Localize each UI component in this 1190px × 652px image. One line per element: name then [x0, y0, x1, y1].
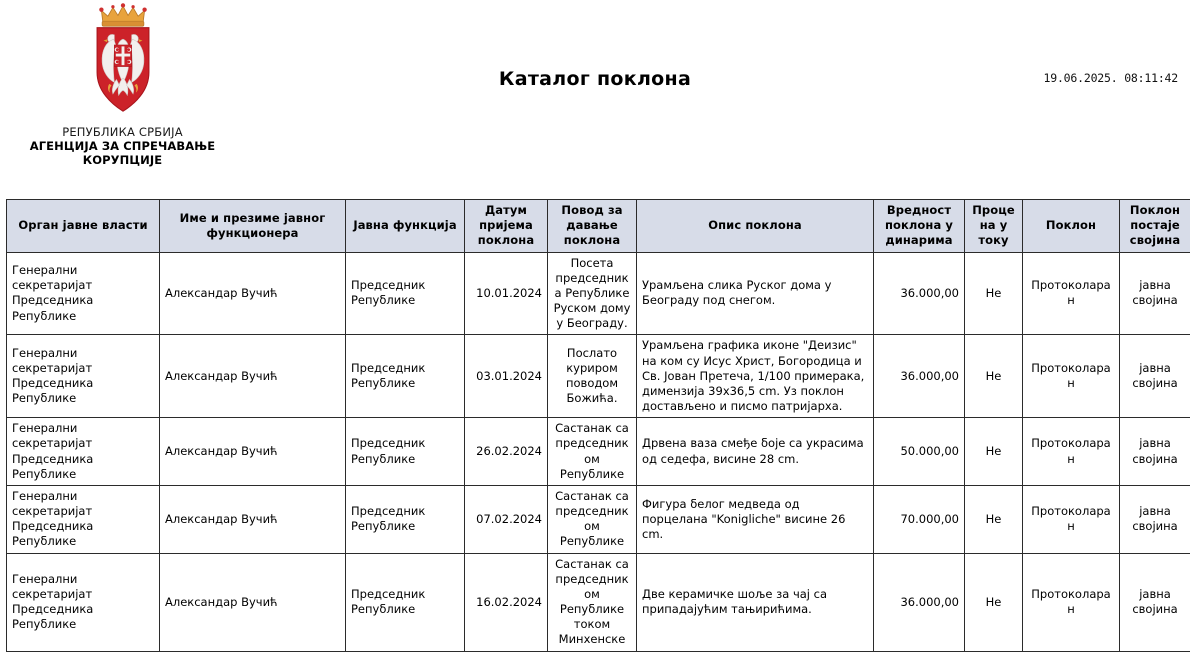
- cell-function: Председник Републике: [346, 418, 465, 486]
- column-header-organ: Орган јавне власти: [7, 200, 160, 253]
- cell-description: Две керамичке шоље за чај са припадајућим тањирићима.: [637, 553, 874, 651]
- cell-name: Александар Вучић: [160, 485, 346, 553]
- cell-estimate: Не: [965, 553, 1023, 651]
- cell-estimate: Не: [965, 485, 1023, 553]
- cell-occasion: Посета председника Републике Руском дому у Београду.: [548, 252, 637, 335]
- cell-gift: Протоколаран: [1023, 485, 1120, 553]
- cell-date: 07.02.2024: [465, 485, 548, 553]
- cell-value: 36.000,00: [874, 335, 965, 418]
- page-header: [0, 0, 1190, 195]
- column-header-description: Опис поклона: [637, 200, 874, 253]
- cell-organ: Генерални секретаријат Председника Републике: [7, 335, 160, 418]
- column-header-name: Име и презиме јавног функционера: [160, 200, 346, 253]
- column-header-function: Јавна функција: [346, 200, 465, 253]
- serbian-coat-of-arms-icon: [87, 3, 159, 115]
- table-row: [7, 553, 1190, 651]
- cell-estimate: Не: [965, 418, 1023, 486]
- cell-name: Александар Вучић: [160, 335, 346, 418]
- cell-function: Председник Републике: [346, 252, 465, 335]
- cell-organ: Генерални секретаријат Председника Републике: [7, 418, 160, 486]
- cell-date: 03.01.2024: [465, 335, 548, 418]
- organization-line-agency-1: АГЕНЦИЈА ЗА СПРЕЧАВАЊЕ: [0, 139, 245, 153]
- cell-date: 10.01.2024: [465, 252, 548, 335]
- cell-date: 16.02.2024: [465, 553, 548, 651]
- cell-property: јавна својина: [1120, 553, 1190, 651]
- cell-estimate: Не: [965, 252, 1023, 335]
- cell-function: Председник Републике: [346, 335, 465, 418]
- column-header-estimate: Процена у току: [965, 200, 1023, 253]
- column-header-property: Поклон постаје својина: [1120, 200, 1190, 253]
- cell-organ: Генерални секретаријат Председника Републике: [7, 553, 160, 651]
- cell-organ: Генерални секретаријат Председника Републике: [7, 485, 160, 553]
- cell-name: Александар Вучић: [160, 553, 346, 651]
- cell-value: 36.000,00: [874, 252, 965, 335]
- cell-occasion: Састанак са председником Републике током Минхенске: [548, 553, 637, 651]
- cell-date: 26.02.2024: [465, 418, 548, 486]
- cell-gift: Протоколаран: [1023, 553, 1120, 651]
- column-header-date: Датум пријема поклона: [465, 200, 548, 253]
- gift-catalog-table-container: [6, 199, 1184, 652]
- column-header-gift: Поклон: [1023, 200, 1120, 253]
- table-row: [7, 485, 1190, 553]
- cell-function: Председник Републике: [346, 553, 465, 651]
- cell-gift: Протоколаран: [1023, 418, 1120, 486]
- cell-value: 50.000,00: [874, 418, 965, 486]
- cell-name: Александар Вучић: [160, 252, 346, 335]
- cell-name: Александар Вучић: [160, 418, 346, 486]
- cell-property: јавна својина: [1120, 252, 1190, 335]
- cell-value: 36.000,00: [874, 553, 965, 651]
- cell-occasion: Састанак са председником Републике: [548, 485, 637, 553]
- cell-description: Дрвена ваза смеђе боје са украсима од седефа, висине 28 cm.: [637, 418, 874, 486]
- table-body: [7, 252, 1190, 651]
- organization-line-country: РЕПУБЛИКА СРБИЈА: [0, 125, 245, 139]
- cell-occasion: Послато куриром поводом Божића.: [548, 335, 637, 418]
- column-header-occasion: Повод за давање поклона: [548, 200, 637, 253]
- organization-name: [0, 125, 245, 167]
- organization-line-agency-2: КОРУПЦИЈЕ: [0, 153, 245, 167]
- column-header-value: Вредност поклона у динарима: [874, 200, 965, 253]
- cell-organ: Генерални секретаријат Председника Републике: [7, 252, 160, 335]
- cell-property: јавна својина: [1120, 335, 1190, 418]
- cell-description: Фигура белог медведа од порцелана "Konigliche" висине 26 cm.: [637, 485, 874, 553]
- cell-description: Урамљена графика иконе "Деизис" на ком су Исус Христ, Богородица и Св. Јован Претеча, 1/100 примерака, димензија 39х36,5 cm. Уз поклон достављено и писмо патријарха.: [637, 335, 874, 418]
- cell-gift: Протоколаран: [1023, 252, 1120, 335]
- cell-function: Председник Републике: [346, 485, 465, 553]
- table-row: [7, 252, 1190, 335]
- cell-property: јавна својина: [1120, 485, 1190, 553]
- table-row: [7, 335, 1190, 418]
- cell-gift: Протоколаран: [1023, 335, 1120, 418]
- cell-estimate: Не: [965, 335, 1023, 418]
- cell-property: јавна својина: [1120, 418, 1190, 486]
- cell-occasion: Састанак са председником Републике: [548, 418, 637, 486]
- table-row: [7, 418, 1190, 486]
- generated-timestamp: 19.06.2025. 08:11:42: [1044, 71, 1178, 85]
- table-header-row: [7, 200, 1190, 253]
- page-title: Каталог поклона: [0, 68, 1190, 90]
- gift-catalog-table: [6, 199, 1190, 652]
- cell-value: 70.000,00: [874, 485, 965, 553]
- cell-description: Урамљена слика Руског дома у Београду под снегом.: [637, 252, 874, 335]
